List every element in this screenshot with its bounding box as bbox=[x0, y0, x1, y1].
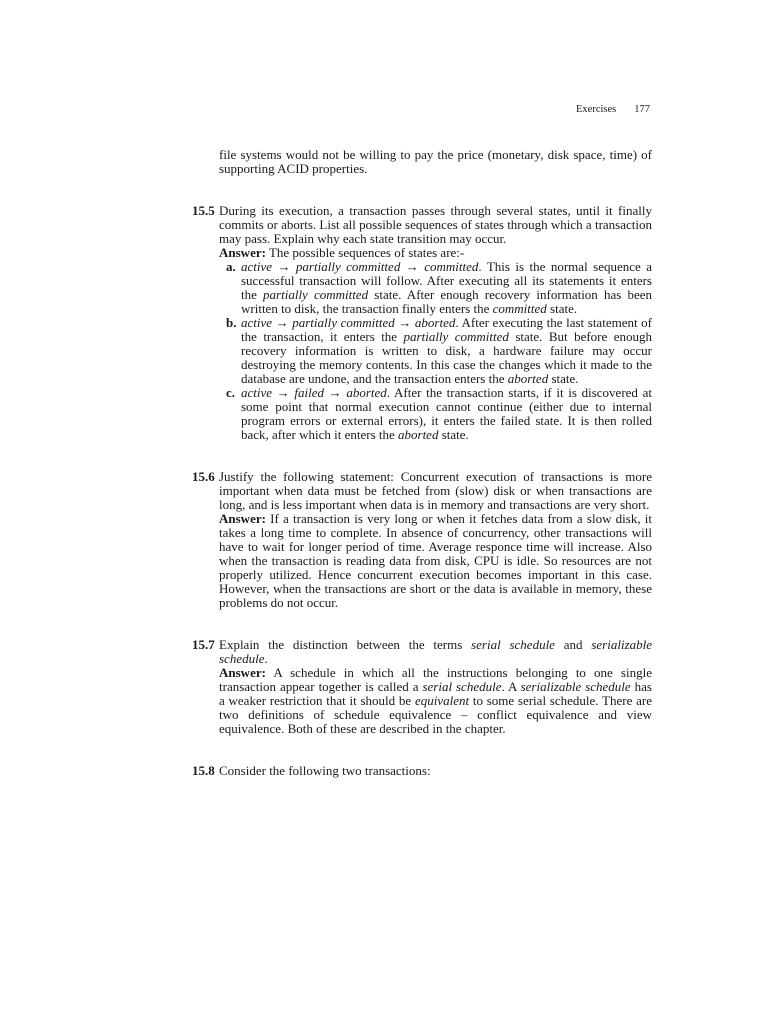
answer-text: . A bbox=[501, 679, 521, 694]
exercise-number: 15.5 bbox=[192, 203, 215, 218]
question-text: . bbox=[264, 651, 268, 666]
answer-text: has a weaker restriction that it should be bbox=[219, 679, 652, 708]
item-emphasis: aborted bbox=[398, 427, 439, 442]
state-sequence: active → partially committed → committed bbox=[241, 259, 479, 274]
answer-emphasis: serial schedule bbox=[422, 679, 502, 694]
question-text: Explain the distinction between the terms bbox=[219, 637, 472, 652]
question-emphasis: serial schedule bbox=[471, 637, 555, 652]
exercise-15-6 bbox=[192, 470, 652, 610]
exercise-number: 15.8 bbox=[192, 763, 215, 778]
running-head-section: Exercises bbox=[576, 104, 617, 115]
item-emphasis: committed bbox=[492, 301, 547, 316]
exercise-answer-intro bbox=[219, 246, 652, 260]
question-emphasis: serializable schedule bbox=[219, 637, 652, 666]
question-text: and bbox=[554, 637, 592, 652]
answer-label: Answer: bbox=[219, 665, 266, 680]
answer-intro-text: The possible sequences of states are:- bbox=[268, 245, 465, 260]
state-sequence: active → failed → aborted bbox=[241, 385, 387, 400]
state-sequence: active → partially committed → aborted bbox=[241, 315, 456, 330]
continued-answer-text: file systems would not be willing to pay the price (monetary, disk space, time) of supporting ACID properties. bbox=[219, 147, 652, 176]
exercise-question: Justify the following statement: Concurrent execution of transactions is more important when data must be fetched from (slow) disk or when transactions are long, and is less important when data is in memory and transactions are very short. bbox=[219, 469, 652, 512]
answer-text: If a transaction is very long or when it fetches data from a slow disk, it takes a long time to complete. In absence of concurrency, other transactions will have to wait for longer period of time. Average responce time will increase. Also when the transaction is reading data from disk, CPU is idle. So resources are not properly utilized. Hence concurrent execution becomes important in this case. However, when the transactions are short or the data is available in memory, these problems do not occur. bbox=[219, 511, 653, 610]
state-sequence-list bbox=[219, 260, 652, 442]
exercise-15-8 bbox=[192, 764, 652, 778]
item-text: . After the transaction starts, if it is discovered at some point that normal execution cannot continue (either due to internal program errors or external errors), it enters the failed state. It is then rolled back, after which it enters the bbox=[241, 385, 652, 442]
answer-text: to some serial schedule. There are two definitions of schedule equivalence – conflict equivalence and view equivalence. Both of these are described in the chapter. bbox=[219, 693, 652, 736]
item-text: state. After enough recovery information has been written to disk, the transaction finally enters the bbox=[241, 287, 652, 316]
item-text: . This is the normal sequence a successful transaction will follow. After executing all its statements it enters the bbox=[241, 259, 652, 302]
exercise-number: 15.6 bbox=[192, 469, 215, 484]
exercise-15-5 bbox=[192, 204, 652, 442]
item-text: state. bbox=[548, 371, 579, 386]
list-item-letter: b. bbox=[226, 315, 237, 330]
item-text: . After executing the last statement of the transaction, it enters the bbox=[241, 315, 653, 344]
item-emphasis: aborted bbox=[507, 371, 549, 386]
item-emphasis: partially committed bbox=[403, 329, 509, 344]
exercise-question: During its execution, a transaction passes through several states, until it finally commits or aborts. List all possible sequences of states through which a transaction may pass. Explain why each state transition may occur. bbox=[219, 203, 652, 246]
list-item bbox=[219, 260, 652, 316]
item-emphasis: partially committed bbox=[263, 287, 369, 302]
item-text: state. But before enough recovery information is written to disk, a hardware failure may occur destroying the memory contents. In this case the changes which it made to the database are undone, and the transaction enters the bbox=[241, 329, 652, 386]
exercise-answer bbox=[219, 512, 652, 610]
answer-text: A schedule in which all the instructions belonging to one single transaction appear together is called a bbox=[219, 665, 652, 694]
list-item bbox=[219, 316, 652, 386]
exercise-number: 15.7 bbox=[192, 637, 215, 652]
answer-label: Answer: bbox=[219, 245, 266, 260]
list-item-letter: c. bbox=[226, 385, 236, 400]
page-content bbox=[192, 148, 652, 778]
item-text: state. bbox=[546, 301, 578, 316]
answer-label: Answer: bbox=[219, 511, 266, 526]
answer-emphasis: serializable schedule bbox=[520, 679, 631, 694]
list-item-letter: a. bbox=[226, 259, 236, 274]
exercise-question: Consider the following two transactions: bbox=[219, 763, 431, 778]
exercise-15-7 bbox=[192, 638, 652, 736]
answer-emphasis: equivalent bbox=[414, 693, 470, 708]
exercise-answer bbox=[219, 666, 652, 736]
page-number: 177 bbox=[634, 104, 650, 115]
list-item bbox=[219, 386, 652, 442]
exercise-question bbox=[219, 638, 652, 666]
running-head bbox=[576, 104, 650, 115]
item-text: state. bbox=[438, 427, 469, 442]
